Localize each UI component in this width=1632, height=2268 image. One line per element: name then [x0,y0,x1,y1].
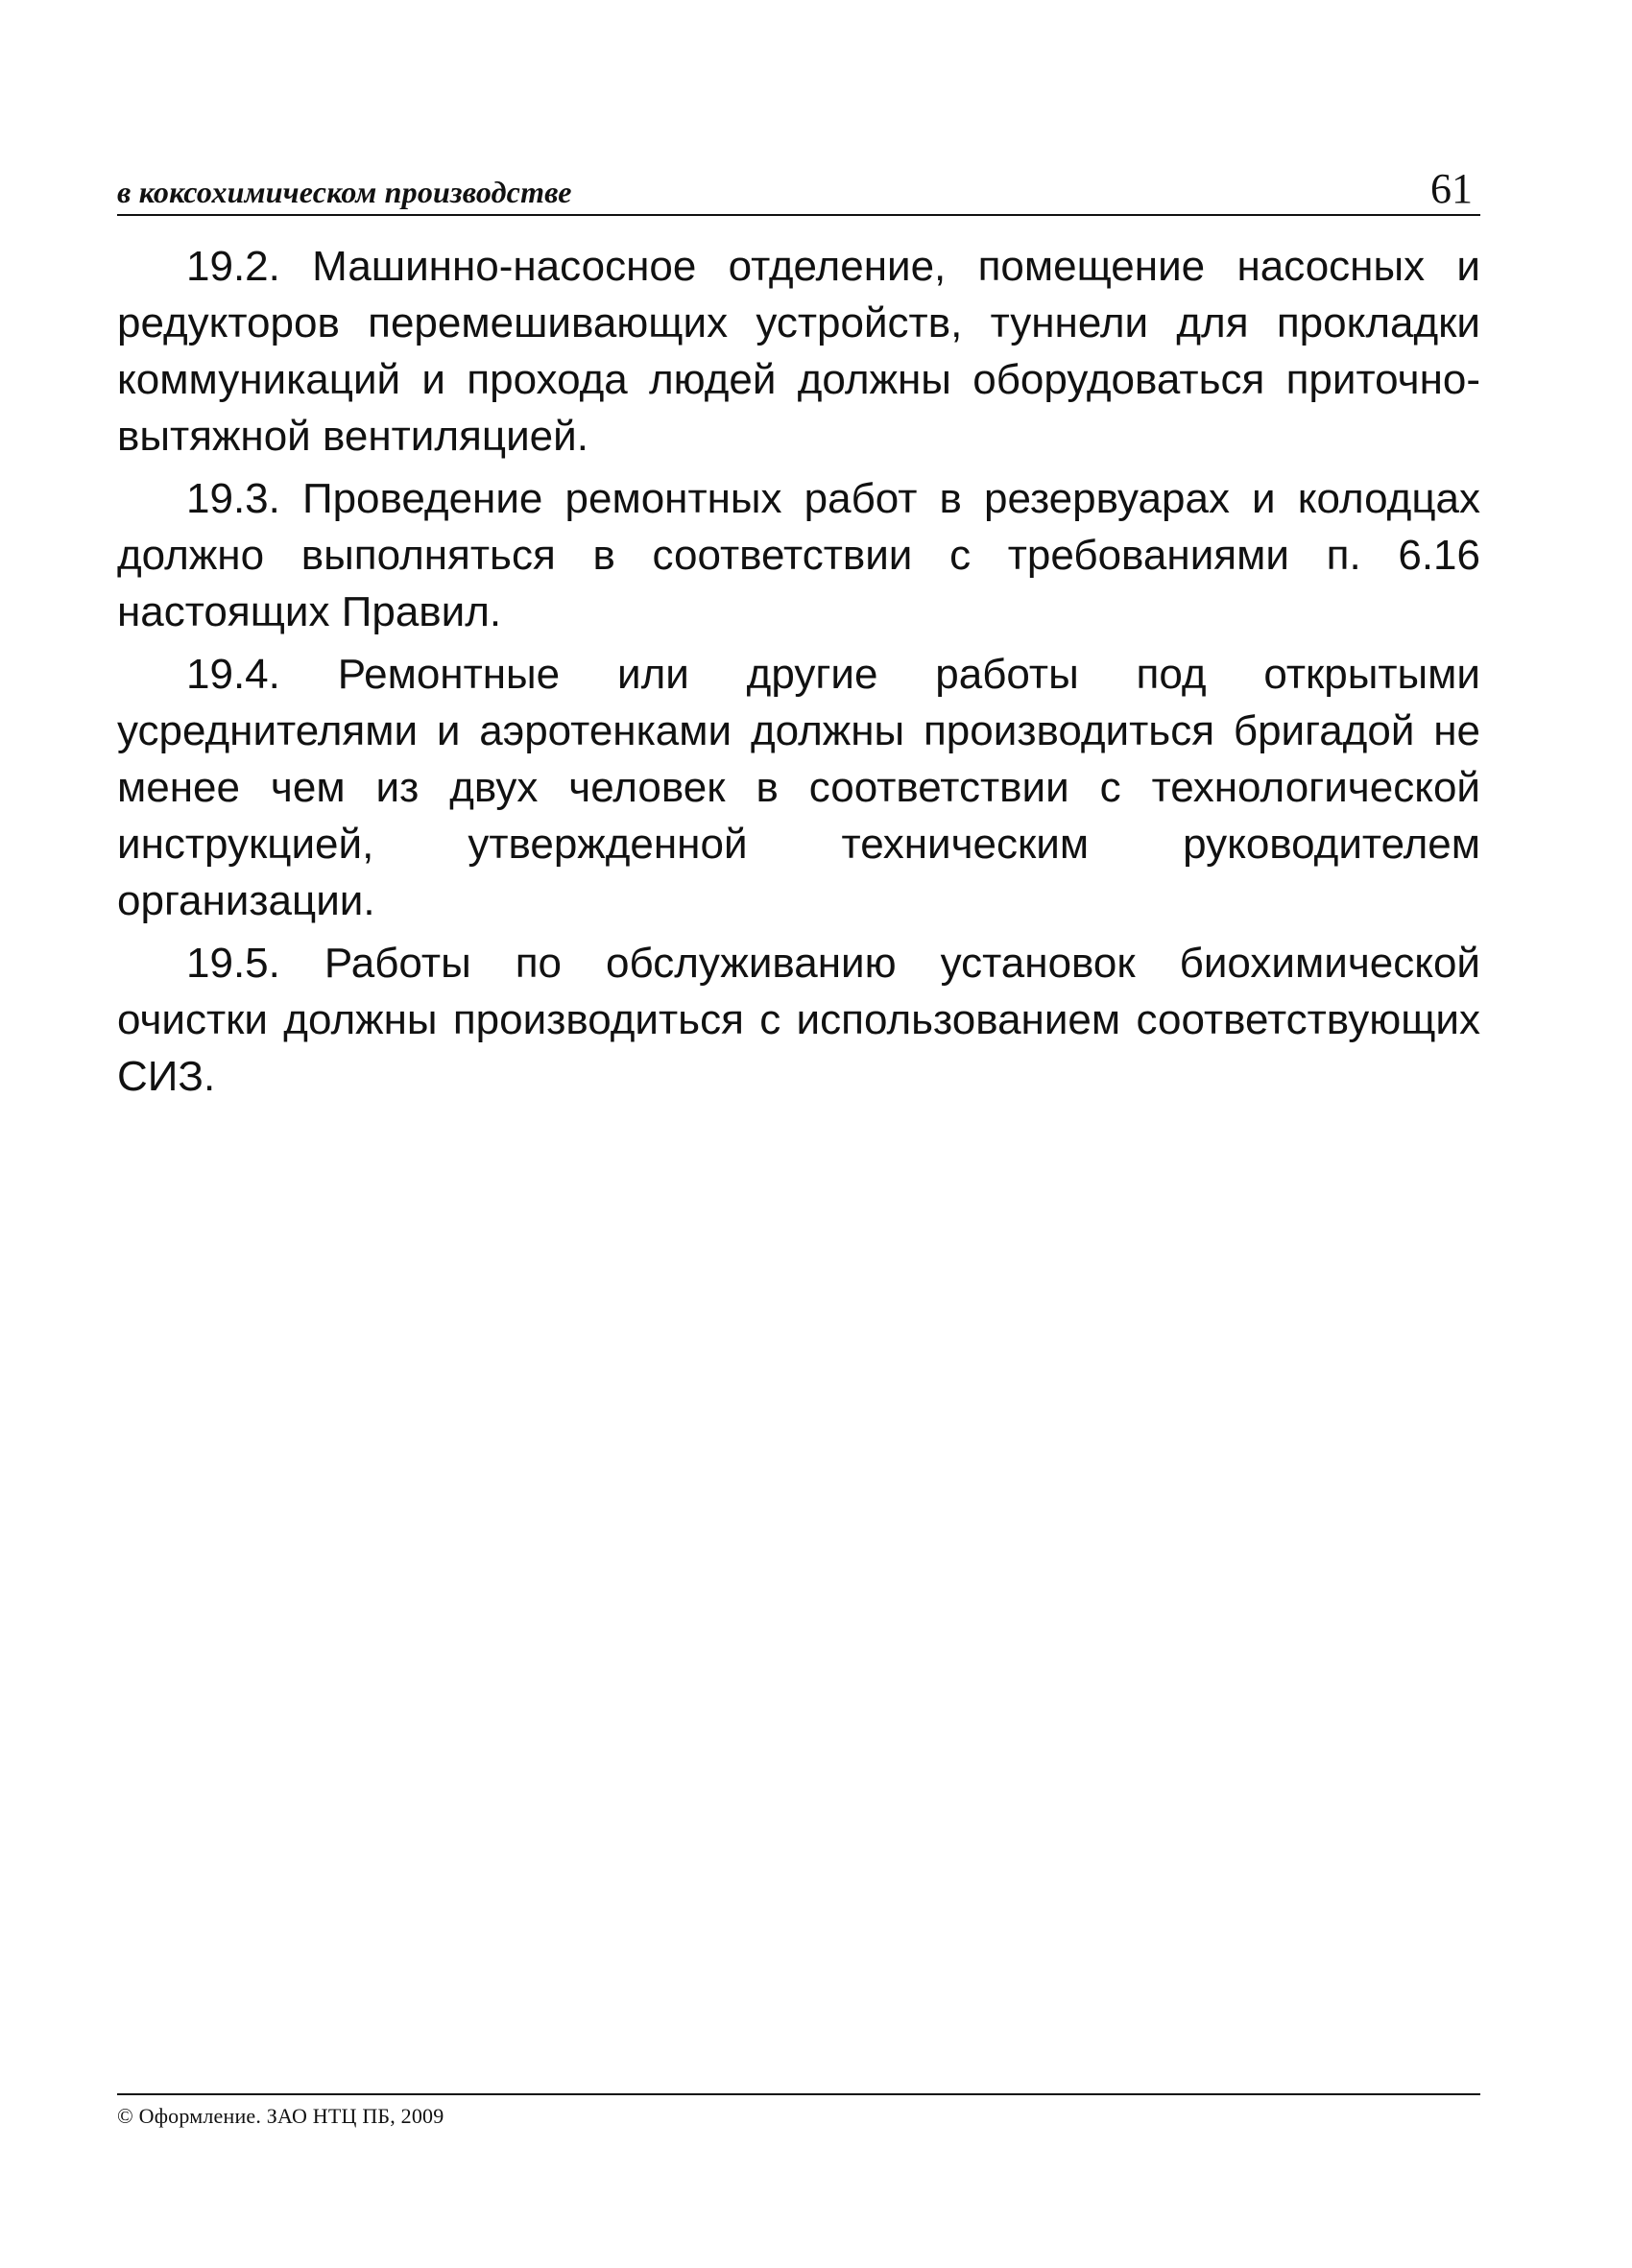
running-header [117,156,1480,216]
paragraph-19-2: 19.2. Машинно-насосное отделение, помещение насосных и редукторов перемешивающих устройств, туннели для прокладки коммуникаций и прохода людей должны оборудоваться приточно-вытяжной вентиляцией. [117,243,1480,460]
page-number: 61 [1430,165,1473,212]
footer-copyright: © Оформление. ЗАО НТЦ ПБ, 2009 [117,2104,444,2128]
paragraph-19-3: 19.3. Проведение ремонтных работ в резервуарах и колодцах должно выполняться в соответствии с требованиями п. 6.16 настоящих Правил. [117,475,1480,635]
body-text [117,238,1480,1110]
footer-divider [117,2093,1480,2095]
paragraph-19-5: 19.5. Работы по обслуживанию установок биохимической очистки должны производиться с использованием соответствующих СИЗ. [117,940,1480,1100]
paragraph-19-4: 19.4. Ремонтные или другие работы под открытыми усреднителями и аэротенками должны производиться бригадой не менее чем из двух человек в соответствии с технологической инструкцией, утвержденной техническим руководителем организации. [117,651,1480,924]
running-title: в коксохимическом производстве [117,175,572,209]
